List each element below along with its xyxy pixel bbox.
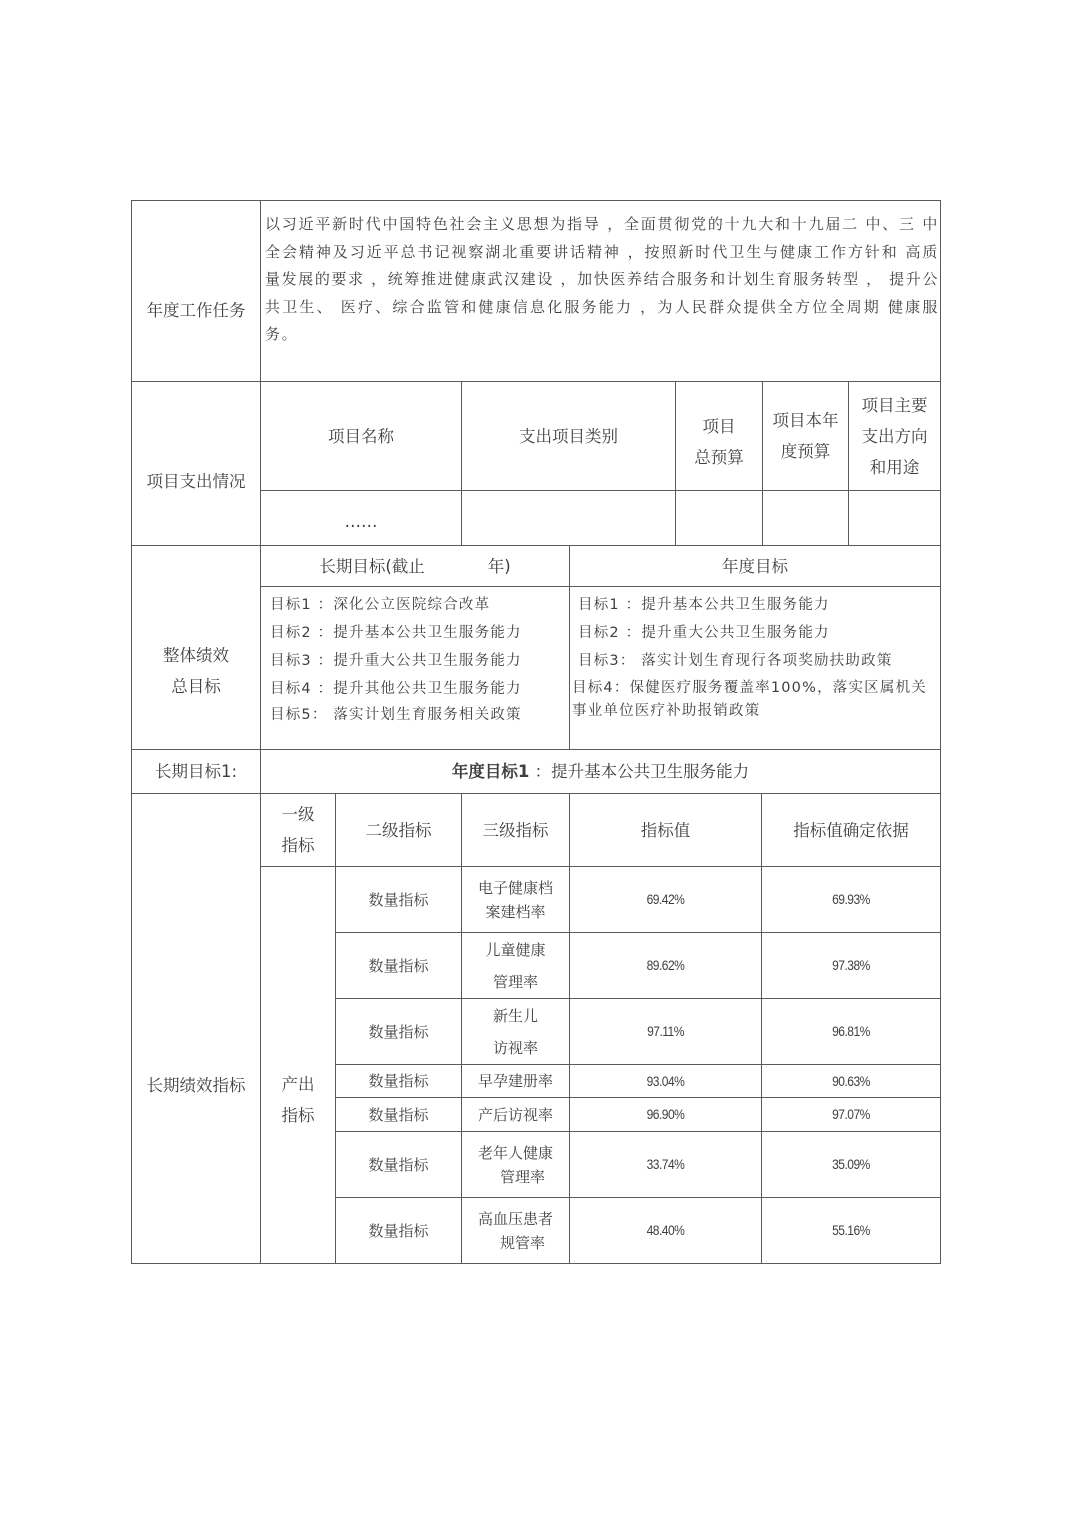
annual-goal-item: 目标4：保健医疗服务覆盖率100%，落实区属机关事业单位医疗补助报销政策 <box>572 680 927 720</box>
level1-output-indicator-line: 指标 <box>281 1106 315 1125</box>
level1-output-indicator <box>261 1060 335 1140</box>
annual-goals-list <box>572 592 934 723</box>
indicator-level3-line: 电子健康档 <box>477 878 553 897</box>
annual-task-content: 以习近平新时代中国特色社会主义思想为指导 ，全面贯彻党的十九大和十九届二 中、三 中全会精神及习近平总书记视察湖北重要讲话精神 ，按照新时代卫生与健康工作方针和 高质量发展的要求 ，统筹推进健康武汉建设 ，加快医养结合服务和计划生育服务转型 ， 提升公共卫生、 医疗、综合监管和健康信息化服务能力 ，为人民群众提供全方位全周期 健康服务。 <box>265 215 939 343</box>
header-usage-line: 和用途 <box>869 457 920 477</box>
divider <box>260 586 940 587</box>
indicator-level3 <box>462 1198 569 1263</box>
project-expense-label: 项目支出情况 <box>146 471 246 491</box>
header-expense-category: 支出项目类别 <box>519 426 618 446</box>
indicator-value: 33.74% <box>646 1156 685 1172</box>
header-level1-line: 指标 <box>281 836 315 855</box>
overall-goals-label-line: 整体绩效 <box>163 646 229 665</box>
indicator-basis: 69.93% <box>832 891 870 907</box>
annual-goal-1-title <box>261 750 940 793</box>
long-term-goal-item: 目标5： 落实计划生育服务相关政策 <box>270 706 522 723</box>
indicator-level3-line: 访视率 <box>492 1038 538 1057</box>
indicator-level3: 产后访视率 <box>477 1105 553 1124</box>
indicator-level2: 数量指标 <box>368 1155 429 1174</box>
indicator-level2: 数量指标 <box>368 1221 429 1240</box>
long-term-goal-item: 目标3 ：提升重大公共卫生服务能力 <box>270 652 522 669</box>
indicator-basis: 55.16% <box>832 1222 870 1238</box>
long-term-goal-1-label: 长期目标1: <box>154 762 238 781</box>
indicator-level3 <box>462 1132 569 1197</box>
indicator-basis: 97.38% <box>832 957 870 973</box>
indicator-level3-line: 新生儿 <box>492 1006 538 1025</box>
indicator-basis: 90.63% <box>832 1072 870 1089</box>
indicator-value: 96.90% <box>646 1106 685 1122</box>
overall-goals-label-line: 总目标 <box>171 677 221 696</box>
header-value: 指标值 <box>640 820 691 840</box>
header-project-name: 项目名称 <box>328 426 394 446</box>
indicator-level2: 数量指标 <box>368 1105 429 1124</box>
indicator-level3 <box>462 867 569 932</box>
indicator-level2: 数量指标 <box>368 890 429 909</box>
level1-output-indicator-line: 产出 <box>281 1075 315 1094</box>
long-term-goal-item: 目标2 ：提升基本公共卫生服务能力 <box>270 624 522 641</box>
header-level1 <box>261 794 335 866</box>
indicator-level3-line: 管理率 <box>492 972 538 991</box>
header-annual-budget-line: 项目本年 <box>772 411 839 430</box>
indicator-level3-line: 管理率 <box>499 1167 545 1186</box>
header-level2: 二级指标 <box>365 820 432 840</box>
indicators-label: 长期绩效指标 <box>146 1075 246 1095</box>
project-row-usage <box>849 491 940 545</box>
project-row-name: …… <box>344 511 378 531</box>
header-level3: 三级指标 <box>482 820 549 840</box>
header-usage-line: 项目主要 <box>861 395 928 415</box>
header-basis: 指标值确定依据 <box>793 820 909 840</box>
header-level1-line: 一级 <box>281 805 315 824</box>
indicator-level3-line: 老年人健康 <box>477 1143 553 1162</box>
header-total-budget <box>676 382 762 502</box>
annual-task-label: 年度工作任务 <box>146 300 246 320</box>
table-border-top <box>131 200 941 201</box>
header-total-budget-line: 总预算 <box>694 448 744 467</box>
indicator-level2: 数量指标 <box>368 1072 429 1090</box>
project-row-total-budget <box>676 491 762 545</box>
indicator-level3 <box>462 999 569 1064</box>
indicator-value: 69.42% <box>646 891 685 907</box>
header-usage-line: 支出方向 <box>861 426 928 446</box>
indicator-value: 97.11% <box>647 1023 684 1039</box>
header-usage <box>849 382 940 490</box>
long-term-goals-list <box>270 592 568 727</box>
header-total-budget-line: 项目 <box>702 417 736 436</box>
indicator-level3-line: 儿童健康 <box>485 940 546 959</box>
annual-goal-item: 目标1 ：提升基本公共卫生服务能力 <box>578 597 830 613</box>
long-term-goals-header: 长期目标(截止 年) <box>319 556 511 576</box>
indicator-value: 93.04% <box>646 1072 685 1089</box>
annual-goal-item: 目标2 ：提升重大公共卫生服务能力 <box>578 624 830 641</box>
long-term-goal-item: 目标4 ：提升其他公共卫生服务能力 <box>270 681 522 698</box>
indicator-level3 <box>462 933 569 998</box>
project-row-category <box>462 491 675 545</box>
indicator-level3: 早孕建册率 <box>477 1072 553 1090</box>
indicator-value: 89.62% <box>646 957 685 973</box>
annual-goals-header: 年度目标 <box>722 556 788 576</box>
indicator-basis: 35.09% <box>832 1156 870 1172</box>
table-border-right <box>940 200 941 1264</box>
indicator-level3-line: 案建档率 <box>485 902 546 921</box>
header-annual-budget-line: 度预算 <box>780 442 831 461</box>
long-term-goal-item: 目标1 ：深化公立医院综合改革 <box>270 597 491 613</box>
indicator-basis: 97.07% <box>832 1106 870 1122</box>
annual-goal-1-text: ：提升基本公共卫生服务能力 <box>529 762 750 781</box>
project-row-annual-budget <box>763 491 848 545</box>
indicator-level3-line: 规管率 <box>499 1233 545 1252</box>
indicator-level2: 数量指标 <box>368 1022 429 1041</box>
annual-goal-1-bold: 年度目标1 <box>451 762 530 781</box>
indicator-level3-line: 高血压患者 <box>477 1209 553 1228</box>
table-border-bottom <box>131 1263 941 1264</box>
header-annual-budget <box>763 382 848 490</box>
indicator-level2: 数量指标 <box>368 956 429 975</box>
indicator-value: 48.40% <box>646 1222 685 1238</box>
indicator-basis: 96.81% <box>832 1023 870 1039</box>
annual-goal-item: 目标3： 落实计划生育现行各项奖励扶助政策 <box>578 652 893 669</box>
